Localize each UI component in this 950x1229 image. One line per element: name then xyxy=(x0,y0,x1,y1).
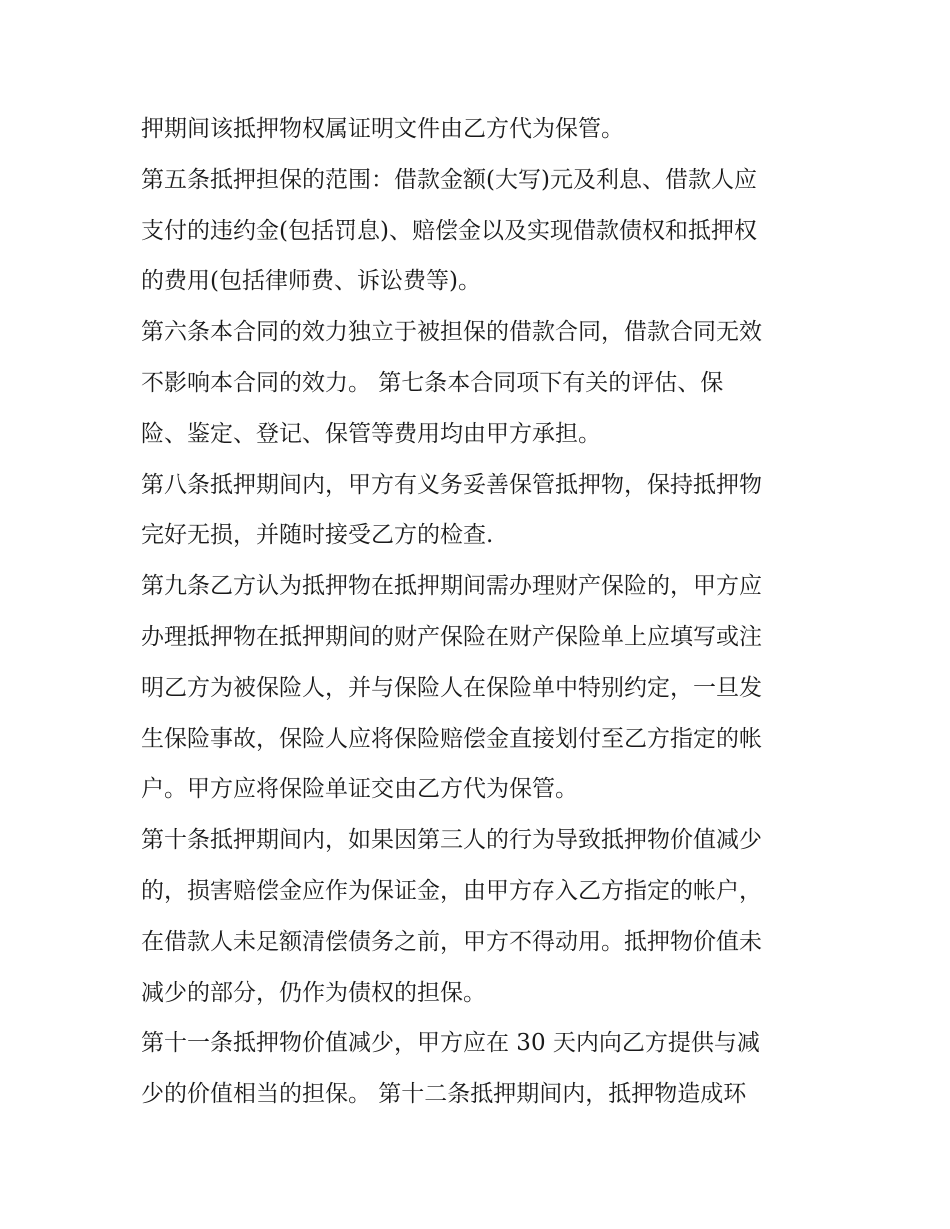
document-body xyxy=(141,110,821,1126)
text-line: 第十条抵押期间内，如果因第三人的行为导致抵押物价值减少 xyxy=(141,827,762,854)
text-line: 险、鉴定、登记、保管等费用均由甲方承担。 xyxy=(141,420,601,447)
text-line: 少的价值相当的担保。 第十二条抵押期间内，抵押物造成环 xyxy=(141,1081,747,1108)
text-line: 的，损害赔偿金应作为保证金，由甲方存入乙方指定的帐户， xyxy=(141,877,762,904)
text-line: 减少的部分，仍作为债权的担保。 xyxy=(141,979,486,1006)
text-line: 第十一条抵押物价值减少，甲方应在 30 天内向乙方提供与减 xyxy=(141,1030,760,1057)
text-line: 第六条本合同的效力独立于被担保的借款合同，借款合同无效 xyxy=(141,319,762,346)
text-line: 办理抵押物在抵押期间的财产保险在财产保险单上应填写或注 xyxy=(141,623,762,650)
text-line: 第八条抵押期间内，甲方有义务妥善保管抵押物，保持抵押物 xyxy=(141,471,762,498)
text-line: 不影响本合同的效力。 第七条本合同项下有关的评估、保 xyxy=(141,369,724,396)
text-line: 第五条抵押担保的范围：借款金额(大写)元及利息、借款人应 xyxy=(141,166,757,193)
text-line: 完好无损，并随时接受乙方的检查. xyxy=(141,522,494,549)
text-line: 押期间该抵押物权属证明文件由乙方代为保管。 xyxy=(141,116,624,142)
text-line: 户。甲方应将保险单证交由乙方代为保管。 xyxy=(141,776,578,803)
text-line: 在借款人未足额清偿债务之前，甲方不得动用。抵押物价值未 xyxy=(141,928,762,955)
text-line: 第九条乙方认为抵押物在抵押期间需办理财产保险的，甲方应 xyxy=(141,573,762,600)
text-line: 的费用(包括律师费、诉讼费等)。 xyxy=(141,268,481,295)
text-line: 支付的违约金(包括罚息)、赔偿金以及实现借款债权和抵押权 xyxy=(141,217,757,244)
text-line: 明乙方为被保险人，并与保险人在保险单中特别约定，一旦发 xyxy=(141,674,762,701)
text-line: 生保险事故，保险人应将保险赔偿金直接划付至乙方指定的帐 xyxy=(141,725,762,752)
